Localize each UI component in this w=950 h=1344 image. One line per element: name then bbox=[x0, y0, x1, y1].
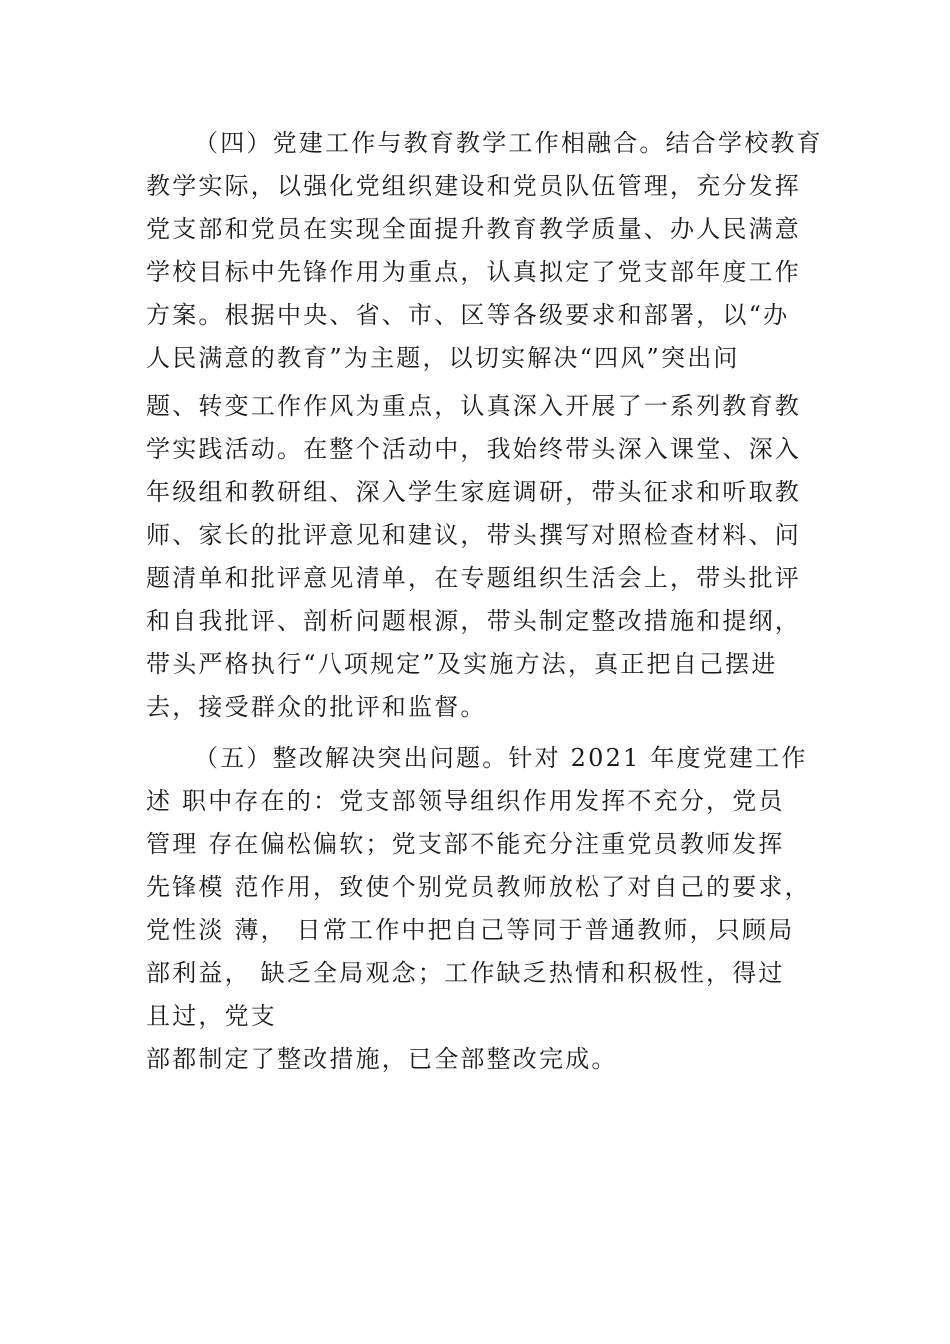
section5-line-1: （五）整改解决突出问题。针对 2021 年度党建工作 bbox=[194, 744, 808, 772]
section4-line-8: 学实践活动。在整个活动中，我始终带头深入课堂、深入 bbox=[146, 435, 801, 463]
section4-line-2: 教学实际，以强化党组织建设和党员队伍管理，充分发挥 bbox=[146, 172, 801, 200]
section4-line-12: 和自我批评、剖析问题根源，带头制定整改措施和提纲， bbox=[146, 607, 801, 635]
section4-line-3: 党支部和党员在实现全面提升教育教学质量、办人民满意 bbox=[146, 215, 801, 243]
section5-line-7: 且过，党支 bbox=[146, 1002, 277, 1030]
section4-line-1: （四）党建工作与教育教学工作相融合。结合学校教育 bbox=[194, 129, 823, 157]
section5-line-2: 述 职中存在的：党支部领导组织作用发挥不充分，党员 bbox=[146, 787, 785, 815]
section4-line-11: 题清单和批评意见清单，在专题组织生活会上，带头批评 bbox=[146, 564, 801, 592]
section4-line-9: 年级组和教研组、深入学生家庭调研，带头征求和听取教 bbox=[146, 478, 801, 506]
section4-line-6: 人民满意的教育”为主题，以切实解决“四风”突出问 bbox=[146, 344, 740, 372]
section5-line-5: 党性淡 薄， 日常工作中把自己等同于普通教师，只顾局 bbox=[146, 916, 795, 944]
section5-line-6: 部利益， 缺乏全局观念；工作缺乏热情和积极性，得过 bbox=[146, 959, 785, 987]
section4-line-7: 题、转变工作作风为重点，认真深入开展了一系列教育教 bbox=[146, 392, 801, 420]
section4-line-10: 师、家长的批评意见和建议，带头撰写对照检查材料、问 bbox=[146, 521, 801, 549]
section4-line-4: 学校目标中先锋作用为重点，认真拟定了党支部年度工作 bbox=[146, 258, 801, 286]
section5-line-3: 管理 存在偏松偏软；党支部不能充分注重党员教师发挥 bbox=[146, 830, 785, 858]
section5-line-8: 部都制定了整改措施，已全部整改完成。 bbox=[146, 1045, 618, 1073]
section5-line-4: 先锋模 范作用，致使个别党员教师放松了对自己的要求， bbox=[146, 873, 811, 901]
section4-line-13: 带头严格执行“八项规定”及实施方法，真正把自己摆进 bbox=[146, 650, 778, 678]
section4-line-5: 方案。根据中央、省、市、区等各级要求和部署，以“办 bbox=[146, 301, 790, 329]
section4-line-14: 去，接受群众的批评和监督。 bbox=[146, 693, 487, 721]
